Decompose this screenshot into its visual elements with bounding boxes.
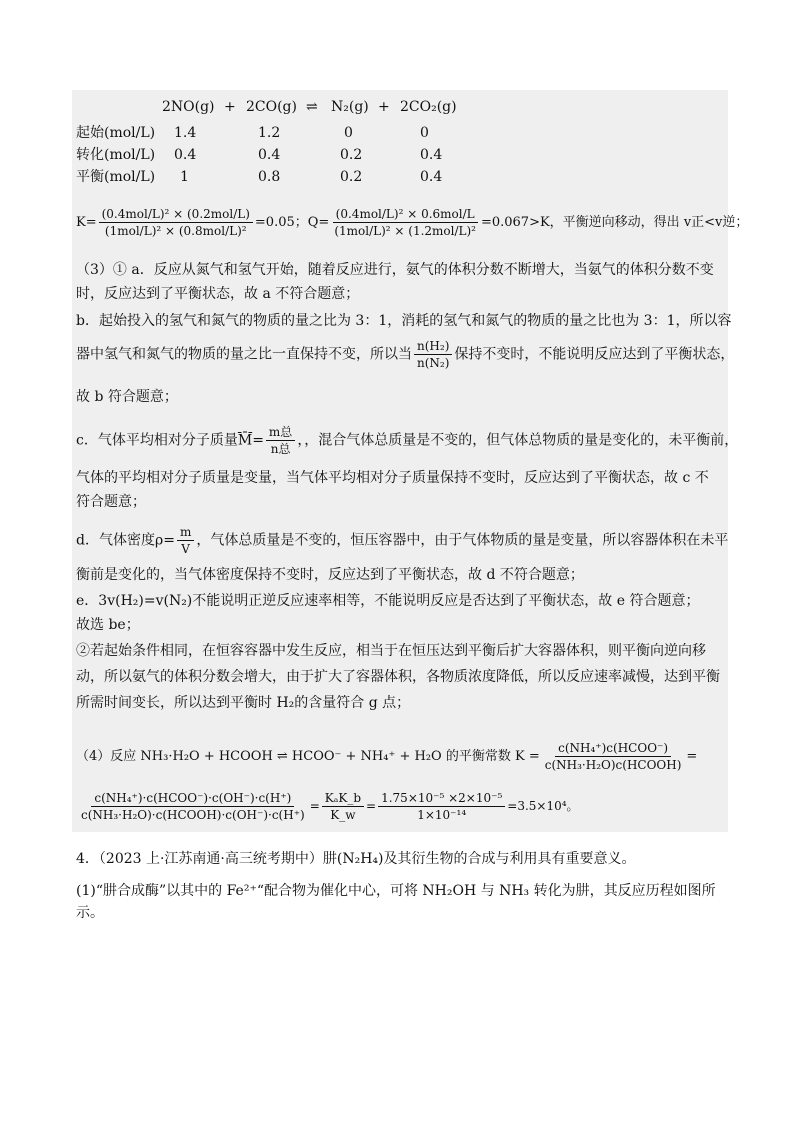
k-symbol: K = — [515, 749, 540, 764]
nh2-nn2-fraction — [414, 338, 452, 371]
numerator: c(NH₄⁺)·c(HCOO⁻)·c(OH⁻)·c(H⁺) — [91, 790, 294, 807]
denominator: V — [181, 542, 190, 556]
product-n2: N₂(g) — [331, 99, 369, 115]
equals: = — [366, 799, 377, 813]
cell-value: 0 — [344, 125, 353, 141]
paragraph-3a: （3）① a．反应从氮气和氢气开始，随着反应进行，氨气的体积分数不断增大，当氨气的体积分数不变时，反应达到了平衡状态，故 a 不符合题意； — [76, 262, 714, 302]
reaction-equation-4: NH₃·H₂O + HCOOH ⇌ HCOO⁻ + NH₄⁺ + H₂O — [140, 749, 442, 764]
q-result: =0.067>K，平衡逆向移动，得出 v正<v逆； — [480, 215, 749, 230]
k-value: =3.5×10⁴。 — [507, 799, 579, 813]
cell-value: 1.4 — [174, 125, 197, 141]
m-bar: M̄ — [237, 432, 253, 449]
cell-value: 0.2 — [340, 147, 363, 163]
text: 的平衡常数 — [445, 749, 511, 764]
kq-equation — [76, 206, 748, 239]
paragraph-3d-line1 — [76, 524, 728, 557]
equals: = — [309, 799, 320, 813]
k-denominator: (1mol/L)² × (0.8mol/L)² — [104, 224, 247, 238]
paragraph-4-line2 — [76, 790, 579, 823]
denominator: K_w — [330, 808, 356, 822]
denominator: c(NH₃·H₂O)c(HCOOH) — [544, 758, 682, 772]
k-fraction-2 — [78, 790, 308, 823]
paragraph-4-line1 — [76, 740, 697, 773]
paragraph-3-2: ②若起始条件相同，在恒容容器中发生反应，相当于在恒压达到平衡后扩大容器体积，则平衡向逆向移动，所以氨气的体积分数会增大，由于扩大了容器体积，各物质浓度降低，所以反应速率减慢，达到平衡所需时间变长，所以达到平衡时 H₂的含量符合 g 点； — [76, 643, 720, 711]
paragraph-3b-line1: b．起始投入的氢气和氮气的物质的量之比为 3：1，消耗的氢气和氮气的物质的量之比也为 3：1，所以容 — [76, 313, 732, 329]
numerator: c(NH₄⁺)c(HCOO⁻) — [555, 740, 671, 757]
numerator: 1.75×10⁻⁵ ×2×10⁻⁵ — [378, 790, 505, 807]
equals: = — [686, 749, 698, 764]
numerator: KₐK_b — [322, 790, 364, 807]
reactant-co: 2CO(g) — [246, 99, 297, 115]
cell-value: 1.2 — [258, 125, 281, 141]
numerator: m总 — [266, 424, 295, 441]
paragraph-3e: e．3v(H₂)=v(N₂)不能说明正逆反应速率相等，不能说明反应是否达到了平衡状态，故 e 符合题意； — [76, 593, 700, 609]
numerator: n(H₂) — [414, 338, 452, 355]
text: 器中氢气和氮气的物质的量之比一直保持不变，所以当 — [76, 346, 412, 363]
k-result: =0.05； — [254, 215, 308, 230]
denominator: c(NH₃·H₂O)·c(HCOOH)·c(OH⁻)·c(H⁺) — [81, 808, 305, 822]
cell-value: 0.4 — [174, 147, 197, 163]
k-numerator: (0.4mol/L)² × (0.2mol/L) — [99, 206, 253, 223]
question-4-part1: (1)“肼合成酶”以其中的 Fe²⁺“配合物为催化中心，可将 NH₂OH 与 NH₃ 转化为肼，其反应历程如图所示。 — [76, 883, 716, 921]
row-label: 平衡(mol/L) — [76, 169, 156, 185]
equilibrium-arrow: ⇌ — [306, 99, 318, 115]
paragraph-choice: 故选 be； — [76, 617, 140, 633]
text: ，气体总质量是不变的，恒压容器中，由于气体物质的量是变量，所以容器体积在未平 — [196, 532, 729, 549]
q-denominator: (1mol/L)² × (1.2mol/L)² — [334, 224, 476, 238]
q-numerator: (0.4mol/L)² × 0.6mol/L — [333, 206, 478, 223]
k-prefix: K= — [76, 215, 97, 230]
k-fraction-1 — [542, 740, 685, 773]
cell-value: 0.8 — [258, 169, 281, 185]
plus-sign: + — [378, 99, 390, 115]
cell-value: 0.4 — [420, 147, 443, 163]
cell-value: 1 — [180, 169, 189, 185]
cell-value: 0.4 — [258, 147, 281, 163]
row-label: 起始(mol/L) — [76, 125, 156, 141]
denominator: n总 — [270, 442, 291, 456]
paragraph-3d-line2: 衡前是变化的，当气体密度保持不变时，反应达到了平衡状态，故 d 不符合题意； — [76, 567, 584, 583]
k-fraction-3 — [322, 790, 364, 823]
paragraph-3c-line1 — [76, 424, 738, 457]
question-4-title: 4．（2023 上·江苏南通·高三统考期中）肼(N₂H₄)及其衍生物的合成与利用具有重要意义。 — [76, 851, 636, 867]
cell-value: 0.4 — [420, 169, 443, 185]
text: ，，混合气体总质量是不变的，但气体总物质的量是变化的，未平衡前， — [297, 432, 739, 449]
q-prefix: Q= — [307, 215, 330, 230]
paragraph-3b-line2 — [76, 338, 734, 371]
row-label: 转化(mol/L) — [76, 147, 156, 163]
text: 保持不变时，不能说明反应达到了平衡状态， — [454, 346, 735, 363]
denominator: n(N₂) — [417, 356, 450, 370]
text: c．气体平均相对分子质量 — [76, 432, 238, 449]
k-fraction — [99, 206, 253, 239]
text: （4）反应 — [76, 749, 137, 764]
q-fraction — [331, 206, 479, 239]
text: d．气体密度ρ= — [76, 532, 175, 549]
numerator: m — [177, 524, 194, 541]
product-co2: 2CO₂(g) — [400, 99, 457, 115]
reactant-no: 2NO(g) — [162, 99, 215, 115]
cell-value: 0.2 — [340, 169, 363, 185]
plus-sign: + — [224, 99, 236, 115]
k-fraction-4 — [378, 790, 505, 823]
paragraph-3c-line2: 气体的平均相对分子质量是变量，当气体平均相对分子质量保持不变时，反应达到了平衡状态，故 c 不符合题意； — [76, 470, 709, 510]
equals: = — [252, 432, 264, 449]
paragraph-3b-line3: 故 b 符合题意； — [76, 389, 178, 405]
solution-panel — [72, 90, 728, 832]
cell-value: 0 — [420, 125, 429, 141]
m-over-v-fraction — [177, 524, 194, 557]
denominator: 1×10⁻¹⁴ — [417, 808, 467, 822]
m-over-n-fraction — [266, 424, 295, 457]
